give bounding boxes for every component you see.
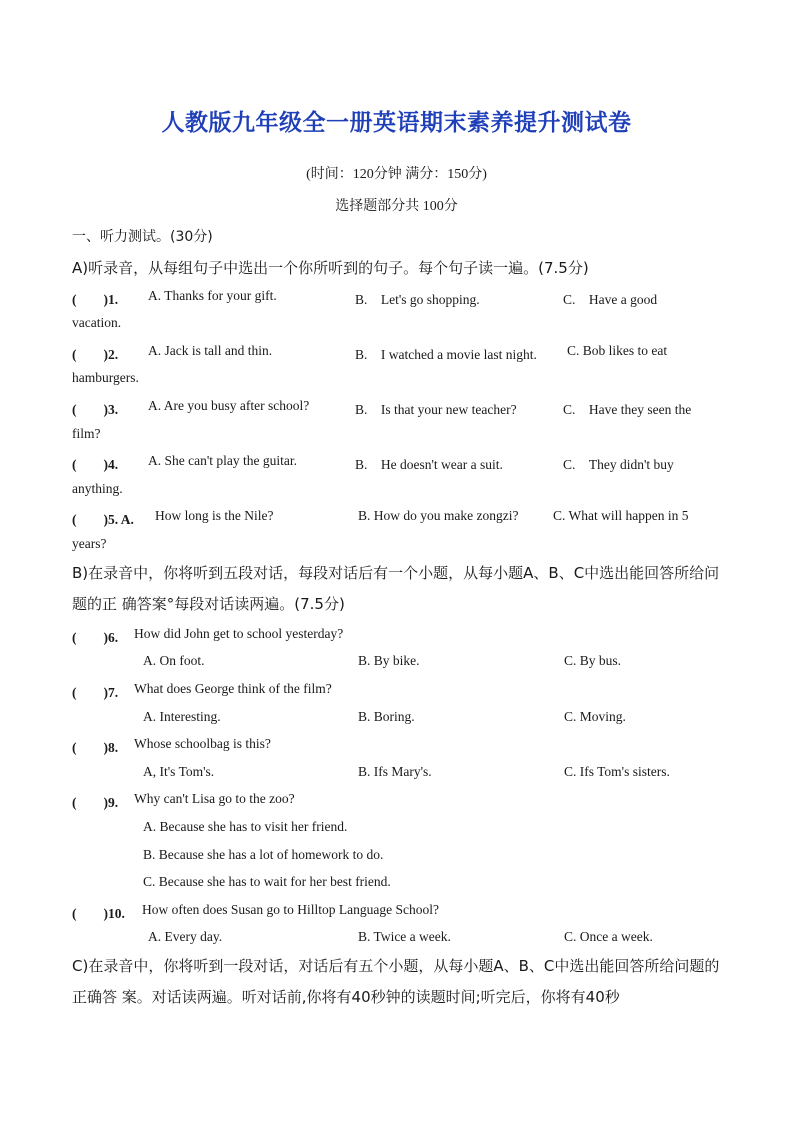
question-text: How did John get to school yesterday? <box>134 626 344 641</box>
option-a: A. Jack is tall and thin. <box>148 343 273 358</box>
option-a: A. On foot. <box>143 653 205 668</box>
part-b-instruction: B)在录音中，你将听到五段对话，每段对话后有一个小题，从每小题A、B、C中选出能回答所给问题的正 确答案°每段对话读两遍。(7.5分) <box>72 564 720 613</box>
question-number: ( )8. <box>72 740 119 755</box>
question-number: ( )3. <box>72 402 119 417</box>
option-a: A. She can't play the guitar. <box>148 453 298 468</box>
option-a: A. Interesting. <box>143 709 221 724</box>
option-b: B. Let's go shopping. <box>355 292 480 307</box>
section-heading: 一、听力测试。(30分) <box>72 229 213 245</box>
option-b: B. Because she has a lot of homework to do. <box>143 847 384 862</box>
question-number: ( )7. <box>72 685 119 700</box>
option-c: C. Have they seen the <box>563 402 692 417</box>
question-number: ( )9. <box>72 795 119 810</box>
option-b: B. How do you make zongzi? <box>358 508 519 523</box>
question-number: ( )1. <box>72 292 119 307</box>
option-c: C. What will happen in 5 <box>553 508 689 523</box>
option-b: B. I watched a movie last night. <box>355 347 537 362</box>
question-number: ( )2. <box>72 347 119 362</box>
question-text: How often does Susan go to Hilltop Language School? <box>142 902 439 917</box>
option-c: C. Bob likes to eat <box>567 343 668 358</box>
option-c: C. Moving. <box>564 709 626 724</box>
option-b: B. Is that your new teacher? <box>355 402 517 417</box>
option-continuation: vacation. <box>72 315 122 330</box>
option-a: A. Are you busy after school? <box>148 398 310 413</box>
question-text: What does George think of the film? <box>134 681 332 696</box>
option-continuation: anything. <box>72 481 123 496</box>
option-a: A, It's Tom's. <box>143 764 215 779</box>
option-continuation: film? <box>72 426 101 441</box>
option-a: A. Thanks for your gift. <box>148 288 277 303</box>
question-text: Why can't Lisa go to the zoo? <box>134 791 295 806</box>
option-c: C. Have a good <box>563 292 658 307</box>
option-a: How long is the Nile? <box>155 508 274 523</box>
exam-title: 人教版九年级全一册英语期末素养提升测试卷 <box>161 110 632 136</box>
exam-meta: (时间：120分钟 满分：150分) <box>306 167 487 182</box>
part-a-instruction: A)听录音，从每组句子中选出一个你所听到的句子。每个句子读一遍。(7.5分) <box>72 259 589 277</box>
option-b: B. Boring. <box>358 709 415 724</box>
option-c: C. Because she has to wait for her best friend. <box>143 874 391 889</box>
option-c: C. They didn't buy <box>563 457 674 472</box>
option-b: B. Ifs Mary's. <box>358 764 432 779</box>
option-a: A. Every day. <box>148 929 223 944</box>
option-c: C. Once a week. <box>564 929 653 944</box>
part-c-instruction: C)在录音中，你将听到一段对话，对话后有五个小题，从每小题A、B、C中选出能回答所给问题的正确答 案。对话读两遍。听对话前,你将有40秒钟的读题时间;听完后，你将有40秒 <box>72 957 720 1006</box>
option-b: B. By bike. <box>358 653 420 668</box>
option-continuation: hamburgers. <box>72 370 139 385</box>
option-b: B. Twice a week. <box>358 929 451 944</box>
question-number: ( )4. <box>72 457 119 472</box>
exam-subtitle: 选择题部分共 100分 <box>335 199 458 214</box>
option-b: B. He doesn't wear a suit. <box>355 457 503 472</box>
option-continuation: years? <box>72 536 107 551</box>
option-c: C. Ifs Tom's sisters. <box>564 764 670 779</box>
question-text: Whose schoolbag is this? <box>134 736 271 751</box>
question-number: ( )10. <box>72 906 125 921</box>
option-c: C. By bus. <box>564 653 622 668</box>
question-number: ( )6. <box>72 630 119 645</box>
question-number: ( )5. A. <box>72 512 134 527</box>
option-a: A. Because she has to visit her friend. <box>143 819 348 834</box>
